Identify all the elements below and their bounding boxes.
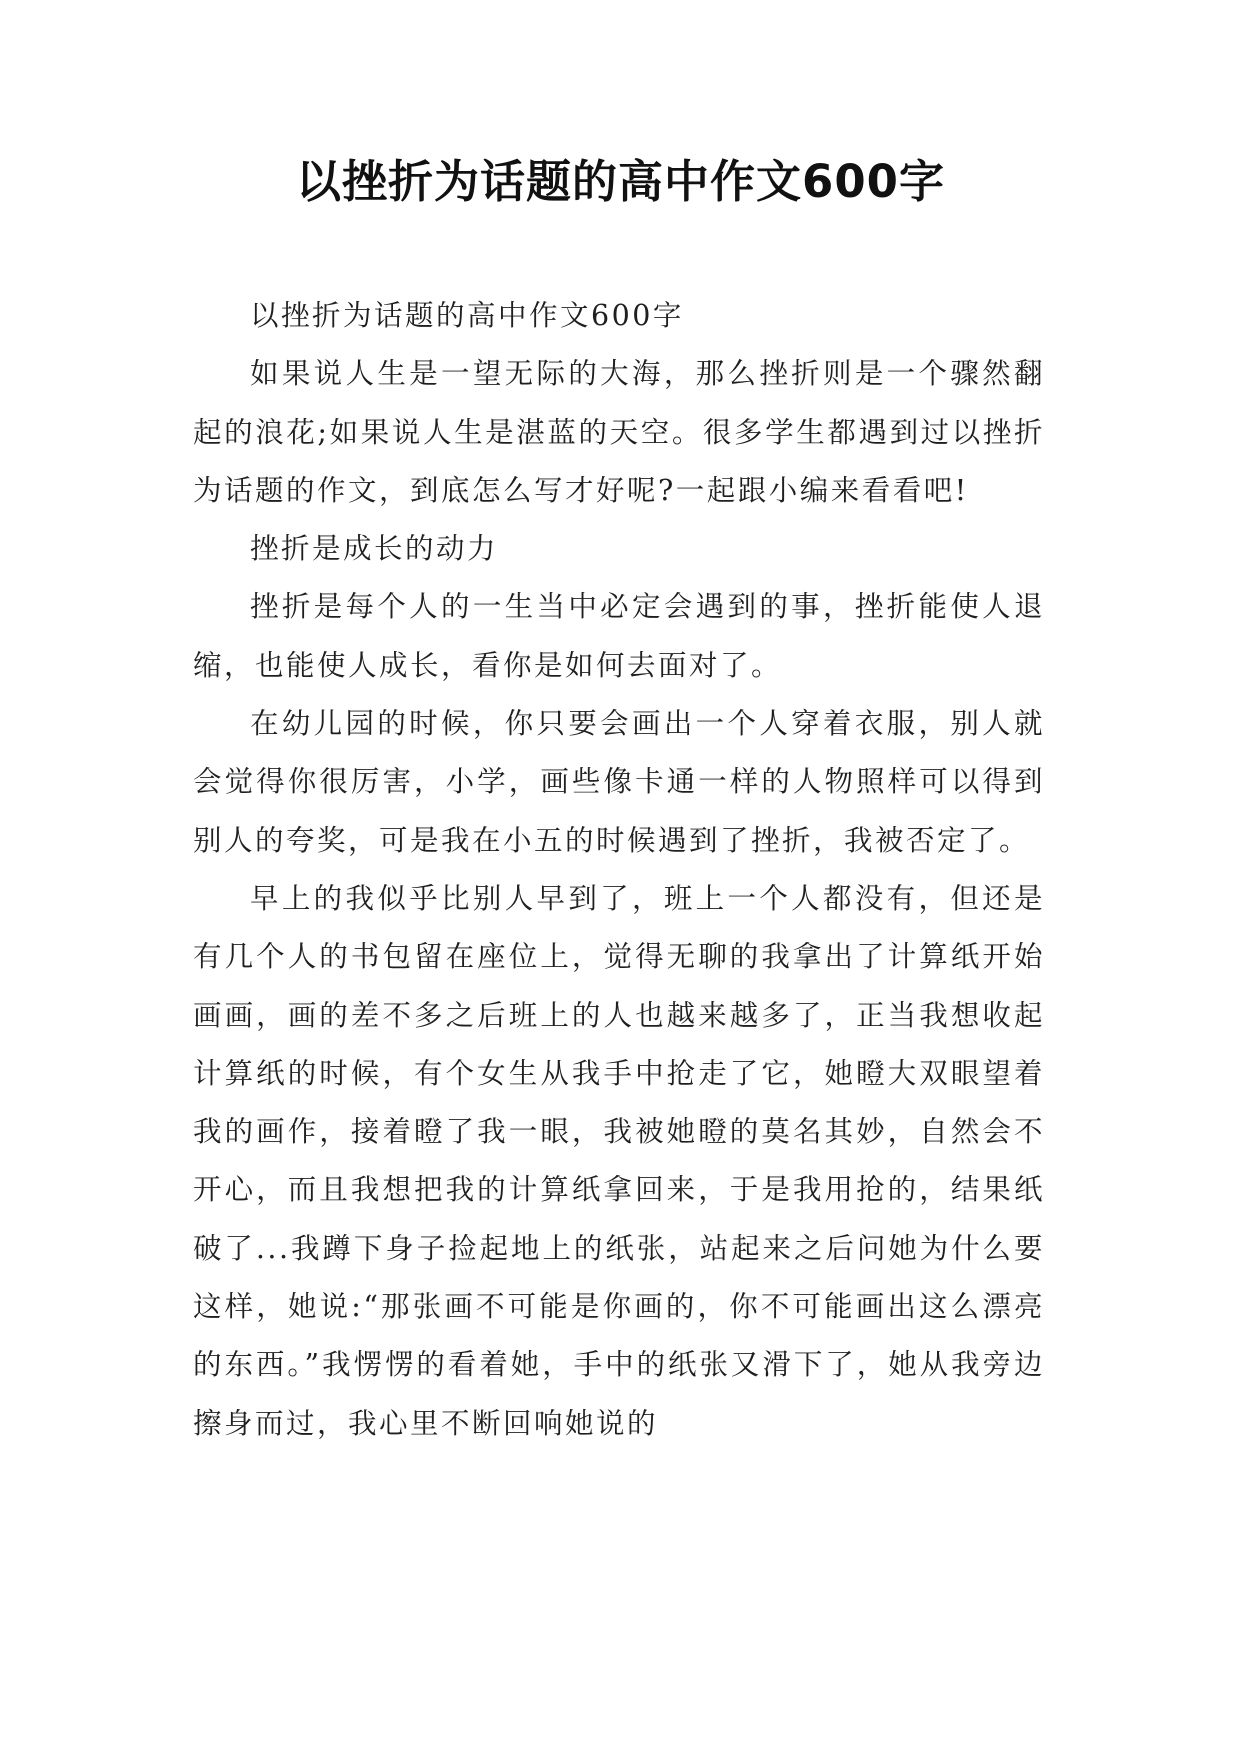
paragraph-subtitle: 以挫折为话题的高中作文600字 [250,299,684,332]
paragraph-section-heading: 挫折是成长的动力 [250,532,499,566]
paragraph: 挫折是每个人的一生当中必定会遇到的事，挫折能使人退缩，也能使人成长，看你是如何去面对了。 [193,590,1045,682]
paragraph: 在幼儿园的时候，你只要会画出一个人穿着衣服，别人就会觉得你很厉害，小学，画些像卡通一样的人物照样可以得到别人的夸奖，可是我在小五的时候遇到了挫折，我被否定了。 [193,707,1045,857]
document-title: 以挫折为话题的高中作文600字 [296,155,945,208]
paragraph-intro: 如果说人生是一望无际的大海，那么挫折则是一个骤然翻起的浪花;如果说人生是湛蓝的天空。很多学生都遇到过以挫折为话题的作文，到底怎么写才好呢?一起跟小编来看看吧! [193,357,1045,507]
paragraph: 早上的我似乎比别人早到了，班上一个人都没有，但还是有几个人的书包留在座位上，觉得无聊的我拿出了计算纸开始画画，画的差不多之后班上的人也越来越多了，正当我想收起计算纸的时候，有个女生从我手中抢走了它，她瞪大双眼望着我的画作，接着瞪了我一眼，我被她瞪的莫名其妙，自然会不开心，而且我想把我的计算纸拿回来，于是我用抢的，结果纸破了...我蹲下身子捡起地上的纸张，站起来之后问她为什么要这样，她说:“那张画不可能是你画的，你不可能画出这么漂亮的东西。”我愣愣的看着她，手中的纸张又滑下了，她从我旁边擦身而过，我心里不断回响她说的 [193,881,1045,1440]
document-body [193,287,1045,1453]
